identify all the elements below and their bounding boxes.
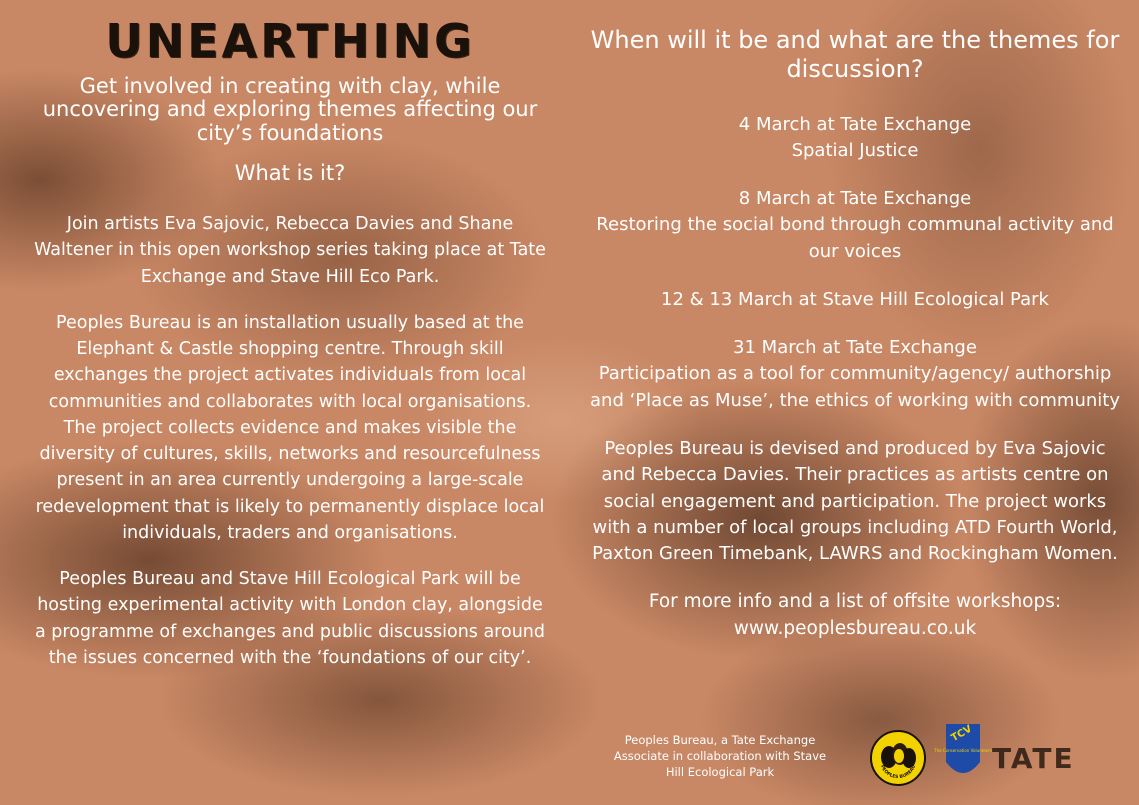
what-is-it-heading: What is it? [234,161,346,186]
credits-paragraph: Peoples Bureau is devised and produced by Eva Sajovic and Rebecca Davies. Their practices as artists centre on social engagement and participation. The project works with a number of local groups including ATD Fourth World, Paxton Green Timebank, LAWRS and Rockingham Women. [592,437,1118,565]
event-date: 31 March at Tate Exchange [733,337,977,359]
event-item [590,287,1120,313]
event-date: 12 & 13 March at Stave Hill Ecological Park [661,288,1049,310]
event-theme: Participation as a tool for community/agency/ authorship and ‘Place as Muse’, the ethics of working with community [590,363,1120,411]
intro-text: Get involved in creating with clay, while uncovering and exploring themes affecting our city’s foundations [42,73,538,145]
event-date: 8 March at Tate Exchange [738,188,972,210]
peoples-bureau-logo [870,730,926,786]
faces-icon [872,732,924,784]
hosting-paragraph: Peoples Bureau and Stave Hill Ecological Park will be hosting experimental activity with London clay, alongside a programme of exchanges and public discussions around the issues concerned with the ‘foundations of our city’. [35,569,545,668]
event-item [590,335,1120,414]
peoples-bureau-logo-text: PEOPLES BUREAU [878,764,918,781]
event-theme: Spatial Justice [791,139,919,161]
poster-title: UNEARTHING [105,14,475,68]
tcv-logo [934,722,992,784]
right-column [590,20,1120,642]
tcv-name: The Conservation Volunteers [934,748,992,753]
event-date: 4 March at Tate Exchange [738,113,972,135]
footer-credit: Peoples Bureau, a Tate Exchange Associate in collaboration with Stave Hill Ecological Park [613,733,827,780]
tate-logo: TATE [992,742,1075,775]
event-item [590,186,1120,265]
website-link[interactable]: www.peoplesbureau.co.uk [733,617,977,639]
more-info-label: For more info and a list of offsite workshops: [648,591,1062,613]
left-column [30,10,550,691]
tcv-shield-icon [934,722,992,784]
artists-paragraph: Join artists Eva Sajovic, Rebecca Davies and Shane Waltener in this open workshop series taking place at Tate Exchange and Stave Hill Eco Park. [34,214,546,287]
about-paragraph: Peoples Bureau is an installation usually based at the Elephant & Castle shopping centre. Through skill exchanges the project activates individuals from local communities and collaborates with local organisations. The project collects evidence and makes visible the diversity of cultures, skills, networks and resourcefulness present in an area currently undergoing a large-scale redevelopment that is likely to permanently displace local individuals, traders and organisations. [35,312,545,543]
event-theme: Restoring the social bond through communal activity and our voices [596,214,1114,262]
more-info-text [590,589,1120,642]
event-item [590,112,1120,165]
tcv-initials: TCV [949,723,974,745]
schedule-heading: When will it be and what are the themes for discussion? [590,26,1120,83]
